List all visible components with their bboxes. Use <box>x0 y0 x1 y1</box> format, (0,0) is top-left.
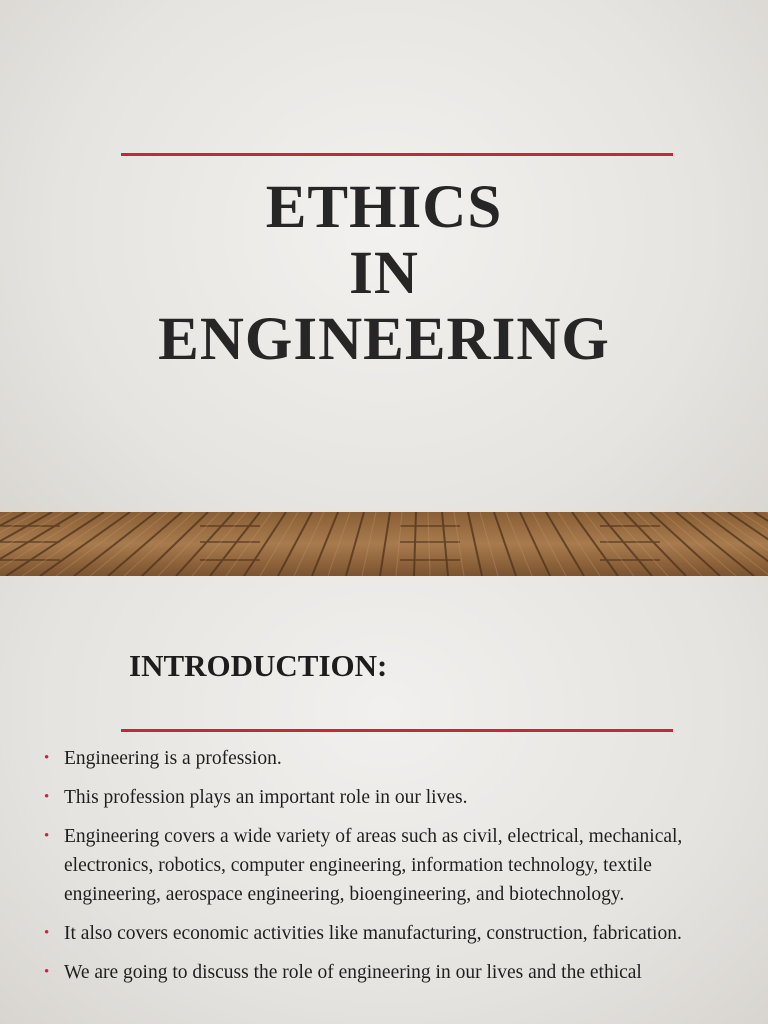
bullet-text: Engineering is a profession. <box>64 748 282 769</box>
intro-heading: INTRODUCTION: <box>129 648 388 683</box>
title-line-3: ENGINEERING <box>158 306 610 373</box>
bullet-icon: • <box>44 925 50 941</box>
bullet-list <box>44 744 744 997</box>
bullet-item <box>44 783 744 812</box>
bullet-item <box>44 822 744 909</box>
bullet-item <box>44 958 744 987</box>
bullet-text: It also covers economic activities like manufacturing, construction, fabrication. <box>64 923 682 944</box>
slide-title <box>0 175 768 373</box>
bullet-text: We are going to discuss the role of engineering in our lives and the ethical <box>64 962 642 983</box>
wood-floor-image <box>0 512 768 576</box>
intro-accent-rule <box>121 729 673 732</box>
bullet-text: This profession plays an important role in our lives. <box>64 787 468 808</box>
bullet-icon: • <box>44 789 50 805</box>
bullet-icon: • <box>44 964 50 980</box>
title-line-1: ETHICS <box>265 174 503 241</box>
bullet-text: Engineering covers a wide variety of areas such as civil, electrical, mechanical, electronics, robotics, computer engineering, information technology, textile engineering, aerospace engineering, bioengineering, and biotechnology. <box>64 826 683 905</box>
bullet-icon: • <box>44 750 50 766</box>
bullet-item <box>44 744 744 773</box>
title-line-2: IN <box>349 240 419 307</box>
bullet-icon: • <box>44 828 50 844</box>
title-accent-rule <box>121 153 673 156</box>
bullet-item <box>44 919 744 948</box>
introduction-slide <box>0 576 768 1024</box>
